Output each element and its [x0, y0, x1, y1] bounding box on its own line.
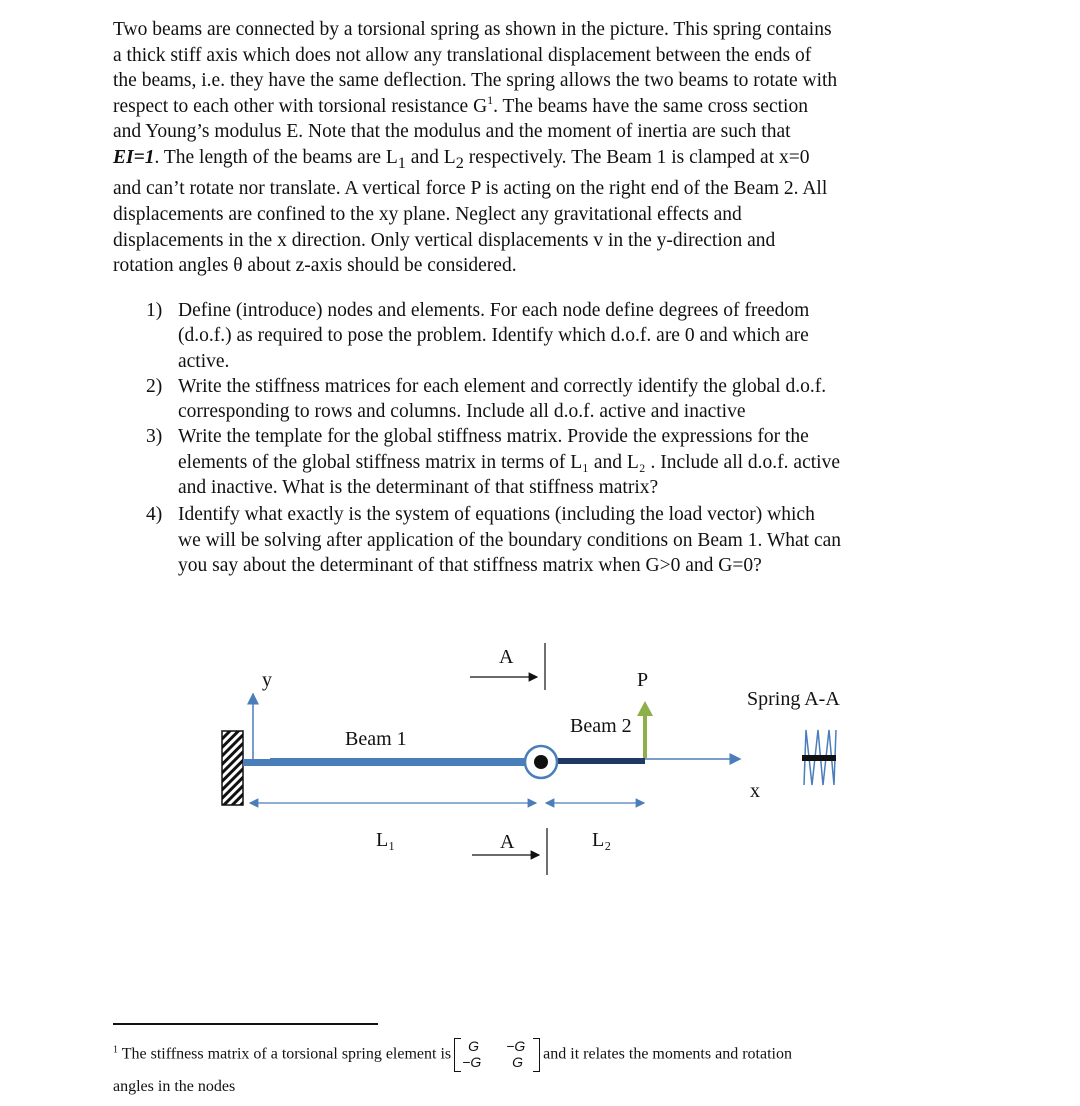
intro-line: the beams, i.e. they have the same deflection. The spring allows the two beams to rotate with [113, 70, 838, 92]
question-line: Write the stiffness matrices for each element and correctly identify the global d.o.f. [178, 375, 827, 397]
footnote-text: angles in the nodes [113, 1078, 236, 1095]
footnote-mark: 1 [113, 1044, 118, 1056]
intro-line: and Young’s modulus E. Note that the modulus and the moment of inertia are such that [113, 121, 791, 143]
intro-line: displacements are confined to the xy plane. Neglect any gravitational effects and [113, 204, 742, 226]
intro-line: Two beams are connected by a torsional spring as shown in the picture. This spring contains [113, 19, 832, 40]
spring-label: Spring A-A [747, 688, 840, 710]
intro-text: . The length of the beams are L [154, 146, 398, 168]
intro-text: . The beams have the same cross section [493, 95, 808, 117]
question-line: Define (introduce) nodes and elements. For each node define degrees of freedom [178, 300, 810, 321]
footnote-text: The stiffness matrix of a torsional spring element is [121, 1045, 452, 1063]
y-axis-label: y [262, 669, 272, 691]
intro-line: a thick stiff axis which does not allow any translational displacement between the ends of [113, 44, 812, 66]
question-line: Write the template for the global stiffness matrix. Provide the expressions for the [178, 426, 809, 448]
x-axis-label: x [750, 780, 760, 802]
question-line: we will be solving after application of the boundary conditions on Beam 1. What can [178, 529, 842, 551]
force-p-arrowhead [637, 701, 653, 716]
l1-label: L₁ [376, 829, 396, 851]
matrix-cell: −G [506, 1038, 526, 1054]
beam-1 [243, 759, 271, 766]
intro-text: respect to each other with torsional resistance G [113, 95, 488, 117]
subscript: 1 [397, 153, 406, 172]
question-line: Identify what exactly is the system of equations (including the load vector) which [178, 504, 815, 526]
footnote-rule [113, 1023, 378, 1025]
spring-stiffness-matrix [454, 1038, 540, 1072]
matrix-cell: G [468, 1038, 480, 1054]
matrix-cell: −G [462, 1054, 482, 1070]
question-number: 1) [146, 300, 163, 321]
intro-line: rotation angles θ about z-axis should be considered. [113, 255, 517, 277]
question-number: 4) [146, 504, 163, 526]
section-label: A [500, 831, 515, 853]
intro-line: and can’t rotate nor translate. A vertical force P is acting on the right end of the Beam 2. All [113, 178, 828, 200]
beam-1-label: Beam 1 [345, 728, 407, 750]
question-number: 3) [146, 426, 163, 448]
footnote [113, 1038, 792, 1101]
footnote-text: and it relates the moments and rotation [543, 1045, 792, 1063]
question-line: and inactive. What is the determinant of that stiffness matrix? [178, 477, 659, 499]
footnote-ref: 1 [487, 92, 494, 107]
beam-2-label: Beam 2 [570, 715, 632, 737]
question-line: you say about the determinant of that stiffness matrix when G>0 and G=0? [178, 554, 762, 576]
question-line: elements of the global stiffness matrix in terms of L₁ and L₂ . Include all d.o.f. active [178, 451, 840, 473]
clamped-wall [222, 731, 243, 805]
ei-formula: EI=1 [113, 146, 155, 168]
intro-line: displacements in the x direction. Only vertical displacements v in the y-direction and [113, 229, 776, 251]
beam-2 [550, 758, 645, 764]
subscript: 2 [455, 153, 464, 172]
question-line: (d.o.f.) as required to pose the problem. Identify which d.o.f. are 0 and which are [178, 325, 809, 347]
force-label: P [637, 669, 649, 691]
matrix-cell: G [512, 1054, 524, 1070]
beam-1 [270, 758, 532, 766]
question-line: corresponding to rows and columns. Include all d.o.f. active and inactive [178, 401, 746, 423]
section-label: A [499, 646, 514, 668]
question-line: active. [178, 350, 230, 372]
spring-axis-dot [534, 755, 548, 769]
l2-label: L₂ [592, 829, 612, 851]
intro-text: and L [405, 146, 456, 168]
intro-text: respectively. The Beam 1 is clamped at x=0 [463, 146, 810, 168]
spring-section-icon [802, 730, 836, 785]
question-number: 2) [146, 375, 163, 397]
